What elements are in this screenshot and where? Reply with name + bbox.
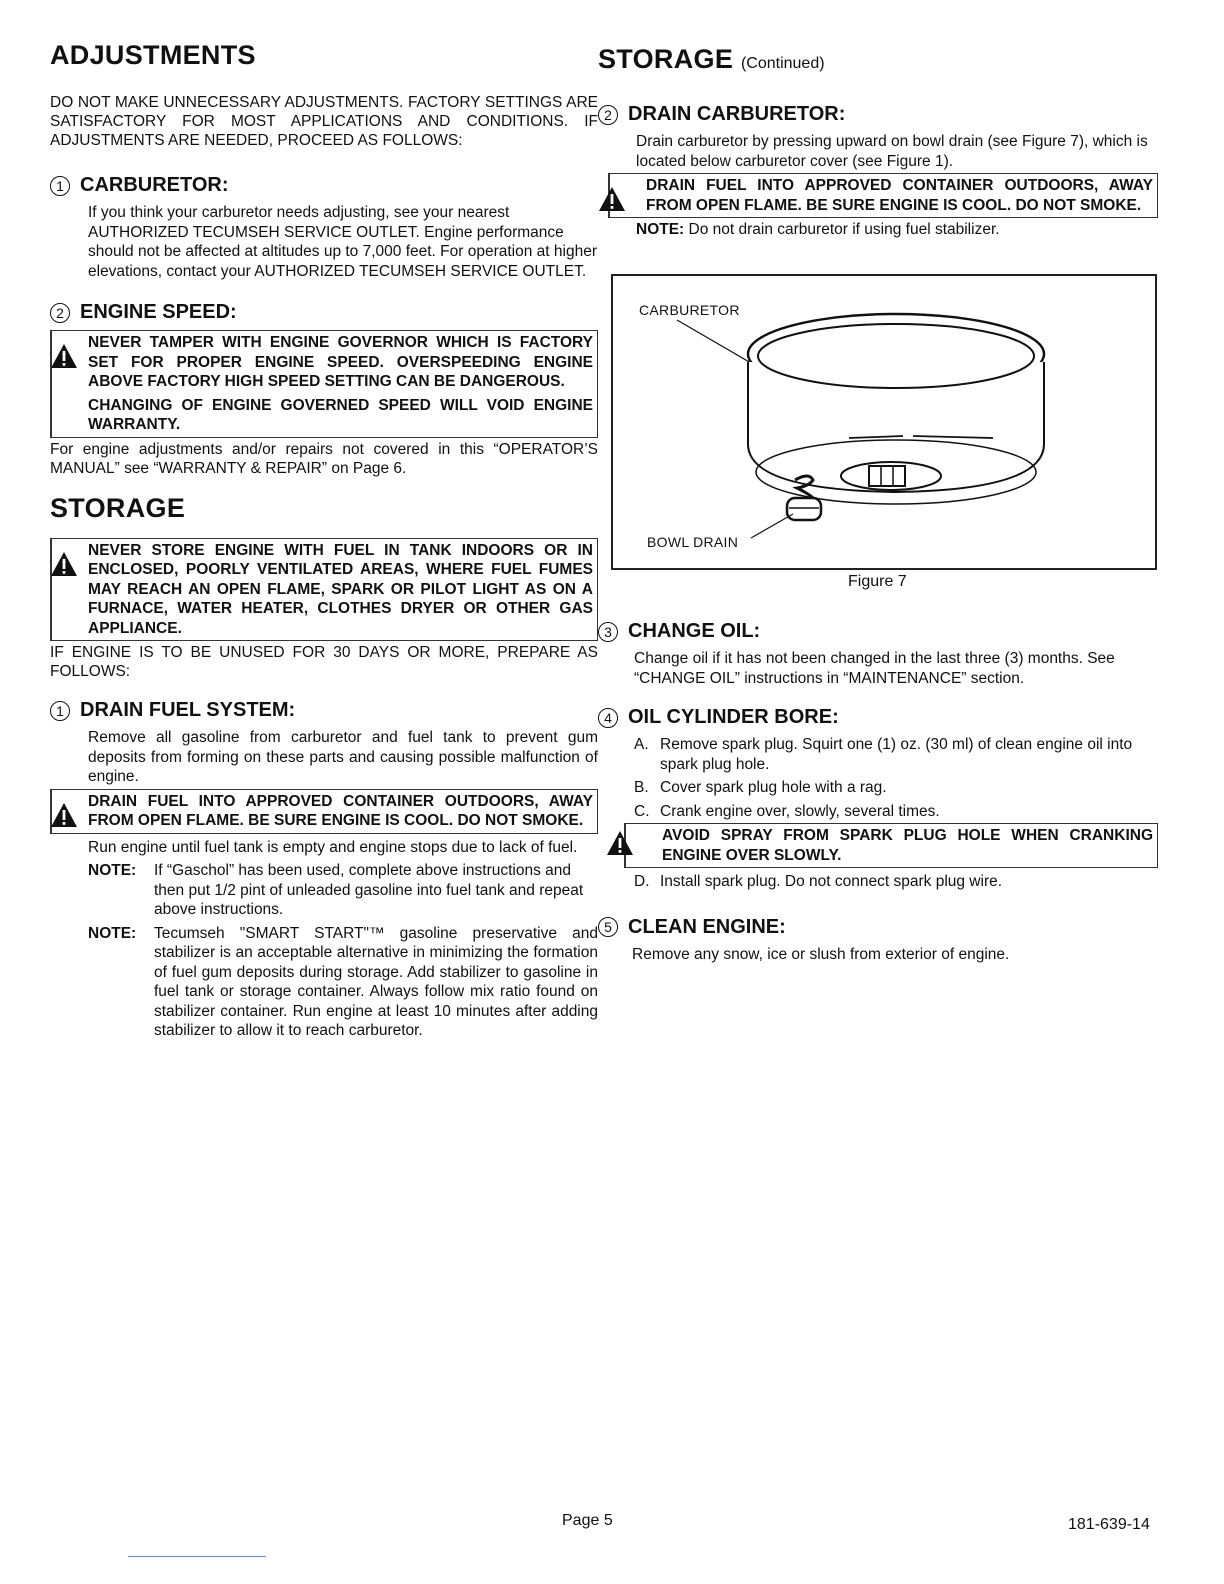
drain-fuel-warning	[50, 789, 598, 834]
warning-text: DRAIN FUEL INTO APPROVED CONTAINER OUTDOORS, AWAY FROM OPEN FLAME. BE SURE ENGINE IS COOL. DO NOT SMOKE.	[88, 792, 593, 829]
item-text: Cover spark plug hole with a rag.	[660, 779, 887, 796]
engine-speed-warning	[50, 330, 598, 438]
warning-icon	[50, 343, 78, 369]
adjustments-intro: DO NOT MAKE UNNECESSARY ADJUSTMENTS. FACTORY SETTINGS ARE SATISFACTORY FOR MOST APPLICATIONS AND CONDITIONS. IF ADJUSTMENTS ARE NEEDED, PROCEED AS FOLLOWS:	[50, 94, 598, 149]
carburetor-section	[50, 174, 598, 281]
adjustments-title: ADJUSTMENTS	[50, 40, 256, 70]
step-number: 1	[50, 176, 70, 196]
change-oil-text: Change oil if it has not been changed in the last three (3) months. See “CHANGE OIL” instructions in “MAINTENANCE” section.	[634, 650, 1115, 687]
right-column-lower	[598, 620, 1158, 964]
clean-engine-heading: CLEAN ENGINE:	[628, 915, 786, 938]
item-text: Install spark plug. Do not connect spark plug wire.	[660, 873, 1003, 890]
left-column	[50, 40, 598, 1041]
list-item	[634, 778, 1158, 798]
figure-caption: Figure 7	[848, 573, 907, 590]
engine-speed-heading: ENGINE SPEED:	[80, 301, 237, 323]
warning-text: AVOID SPRAY FROM SPARK PLUG HOLE WHEN CRANKING ENGINE OVER SLOWLY.	[662, 827, 1153, 864]
note-item	[88, 861, 598, 920]
change-oil-section	[598, 620, 1158, 688]
list-item	[634, 802, 1158, 822]
step-number: 5	[598, 917, 618, 937]
carburetor-illustration	[613, 276, 1155, 568]
warning-icon	[50, 551, 78, 577]
step-number: 2	[50, 303, 70, 323]
note-label: NOTE:	[636, 221, 685, 238]
storage-title: STORAGE	[50, 492, 186, 523]
note-item	[88, 924, 598, 1041]
drain-carburetor-warning	[608, 173, 1158, 218]
warning-text: NEVER TAMPER WITH ENGINE GOVERNOR WHICH IS FACTORY SET FOR PROPER ENGINE SPEED. OVERSPEEDING ENGINE ABOVE FACTORY HIGH SPEED SETTING CAN BE DANGEROUS.	[88, 334, 593, 390]
clean-engine-text: Remove any snow, ice or slush from exterior of engine.	[632, 945, 1010, 963]
item-label: B.	[634, 779, 649, 796]
divider	[128, 1556, 266, 1557]
right-column	[598, 44, 1158, 240]
figure-label-carburetor: CARBURETOR	[639, 302, 740, 318]
note-text: If “Gaschol” has been used, complete above instructions and then put 1/2 pint of unleaded gasoline into fuel tank and repeat above instructions.	[154, 862, 584, 918]
warning-text: NEVER STORE ENGINE WITH FUEL IN TANK INDOORS OR IN ENCLOSED, POORLY VENTILATED AREAS, WHERE FUEL FUMES MAY REACH AN OPEN FLAME, SPARK OR PILOT LIGHT AS ON A FURNACE, WATER HEATER, CLOTHES DRYER OR OTHER GAS APPLIANCE.	[88, 541, 593, 637]
notes	[50, 861, 598, 1041]
step-number: 1	[50, 701, 70, 721]
drain-fuel-section	[50, 699, 598, 1041]
note-label: NOTE:	[88, 862, 137, 879]
storage-warning	[50, 538, 598, 642]
drain-carburetor-heading: DRAIN CARBURETOR:	[628, 103, 846, 125]
drain-carburetor-note	[598, 220, 1158, 240]
note-text: Tecumseh "SMART START"™ gasoline preservative and stabilizer is an acceptable alternative in minimizing the formation of fuel gum deposits during storage. Add stabilizer to gasoline in fuel tank or storage container. Always follow mix ratio found on stabilizer container. Run engine at least 10 minutes after adding stabilizer to allow it to reach carburetor.	[154, 924, 598, 1039]
item-label: A.	[634, 736, 649, 753]
oil-cylinder-heading: OIL CYLINDER BORE:	[628, 706, 839, 728]
note-label: NOTE:	[88, 924, 137, 942]
item-label: C.	[634, 802, 650, 820]
drain-carburetor-section	[598, 103, 1158, 240]
continued-label: (Continued)	[740, 55, 825, 72]
clean-engine-section	[598, 916, 1158, 965]
item-text: Remove spark plug. Squirt one (1) oz. (30 ml) of clean engine oil into spark plug hole.	[660, 736, 1133, 773]
oil-cylinder-section	[598, 706, 1158, 892]
engine-speed-section	[50, 301, 598, 479]
note-text: Do not drain carburetor if using fuel stabilizer.	[688, 221, 1000, 238]
list-item	[634, 872, 1158, 892]
figure-7	[611, 274, 1157, 570]
drain-fuel-heading: DRAIN FUEL SYSTEM:	[80, 699, 296, 721]
warning-icon	[598, 186, 626, 212]
storage-continued-title	[598, 44, 1158, 75]
storage-intro: IF ENGINE IS TO BE UNUSED FOR 30 DAYS OR MORE, PREPARE AS FOLLOWS:	[50, 644, 598, 680]
warning-text: DRAIN FUEL INTO APPROVED CONTAINER OUTDOORS, AWAY FROM OPEN FLAME. BE SURE ENGINE IS COOL. DO NOT SMOKE.	[646, 177, 1153, 214]
page-number: Page 5	[562, 1512, 613, 1529]
warning-icon	[606, 830, 634, 856]
storage-title-text: STORAGE	[598, 44, 734, 74]
engine-speed-text: For engine adjustments and/or repairs not covered in this “OPERATOR’S MANUAL” see “WARRANTY & REPAIR” on Page 6.	[50, 440, 598, 477]
warning-icon	[50, 802, 78, 828]
oil-cylinder-warning	[624, 823, 1158, 868]
drain-carburetor-text: Drain carburetor by pressing upward on bowl drain (see Figure 7), which is located below carburetor cover (see Figure 1).	[636, 133, 1148, 170]
step-number: 4	[598, 708, 618, 728]
list-item	[634, 735, 1158, 774]
item-label: D.	[634, 873, 650, 890]
carburetor-heading: CARBURETOR:	[80, 174, 229, 196]
change-oil-heading: CHANGE OIL:	[628, 620, 761, 642]
carburetor-text: If you think your carburetor needs adjusting, see your nearest AUTHORIZED TECUMSEH SERVICE OUTLET. Engine performance should not be affected at altitudes up to 7,000 feet. For operation at higher elevations, contact your AUTHORIZED TECUMSEH SERVICE OUTLET.	[88, 204, 597, 280]
document-code: 181-639-14	[1068, 1516, 1150, 1533]
warning-text: CHANGING OF ENGINE GOVERNED SPEED WILL VOID ENGINE WARRANTY.	[88, 396, 593, 433]
item-text: Crank engine over, slowly, several times.	[660, 802, 940, 820]
figure-label-bowl-drain: BOWL DRAIN	[647, 534, 739, 550]
drain-fuel-text: Remove all gasoline from carburetor and fuel tank to prevent gum deposits from forming on these parts and causing possible malfunction of engine.	[88, 729, 598, 785]
drain-fuel-text2: Run engine until fuel tank is empty and engine stops due to lack of fuel.	[88, 838, 578, 856]
step-number: 3	[598, 622, 618, 642]
step-number: 2	[598, 105, 618, 125]
